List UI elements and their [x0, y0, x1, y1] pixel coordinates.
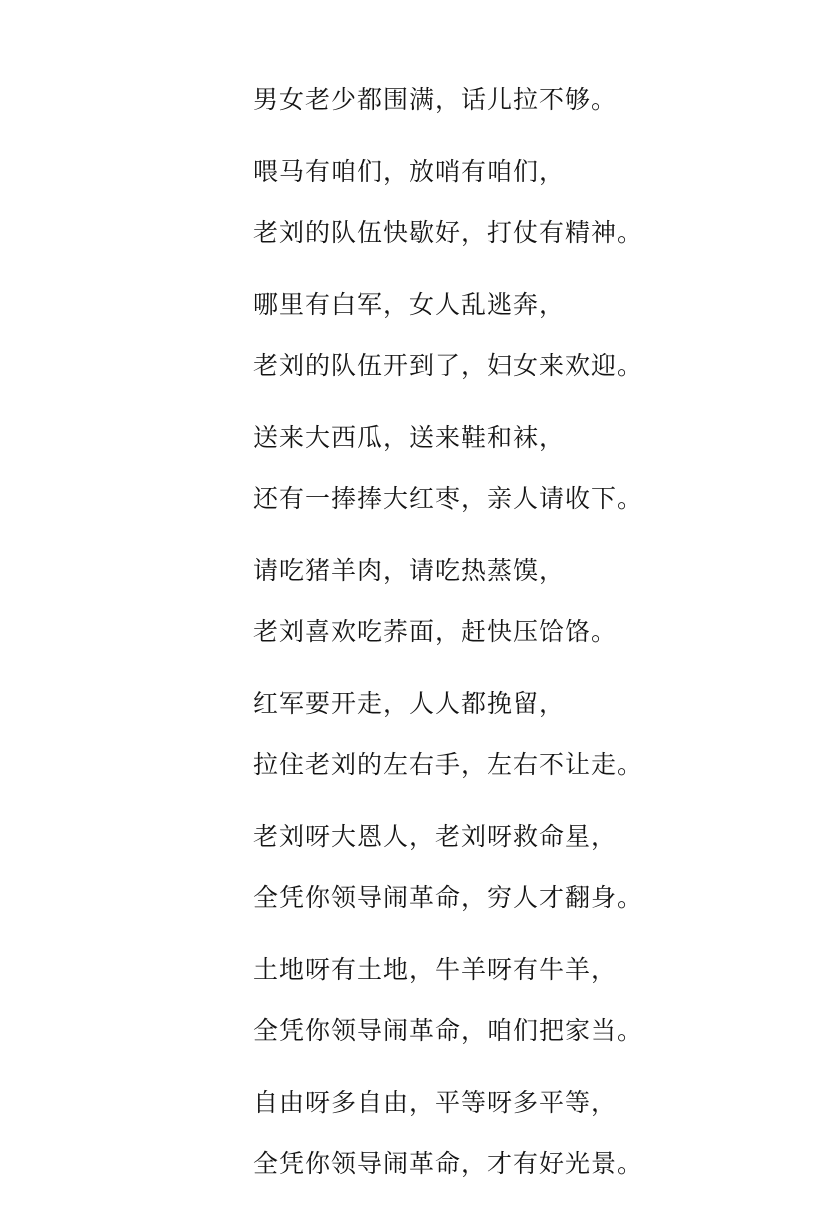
poem-line: 全凭你领导闹革命，才有好光景。 [253, 1149, 644, 1178]
poem-line: 自由呀多自由，平等呀多平等， [253, 1088, 618, 1117]
poem-line: 喂马有咱们，放哨有咱们， [253, 157, 566, 186]
poem-line: 男女老少都围满，话儿拉不够。 [253, 85, 618, 114]
poem-line: 全凭你领导闹革命，咱们把家当。 [253, 1016, 644, 1045]
poem-line: 哪里有白军，女人乱逃奔， [253, 290, 566, 319]
poem-line: 全凭你领导闹革命，穷人才翻身。 [253, 883, 644, 912]
poem-line: 老刘的队伍快歇好，打仗有精神。 [253, 218, 644, 247]
poem-line: 土地呀有土地，牛羊呀有牛羊， [253, 955, 618, 984]
poem-line: 老刘的队伍开到了，妇女来欢迎。 [253, 351, 644, 380]
poem-line: 送来大西瓜，送来鞋和袜， [253, 423, 566, 452]
poem-line: 请吃猪羊肉，请吃热蒸馍， [253, 556, 566, 585]
poem-line: 老刘喜欢吃荞面，赶快压饸饹。 [253, 617, 618, 646]
poem-line: 老刘呀大恩人，老刘呀救命星， [253, 822, 618, 851]
poem-line: 拉住老刘的左右手，左右不让走。 [253, 750, 644, 779]
poem-line: 还有一捧捧大红枣，亲人请收下。 [253, 484, 644, 513]
poem-line: 红军要开走，人人都挽留， [253, 689, 566, 718]
poem-text [253, 84, 773, 1180]
